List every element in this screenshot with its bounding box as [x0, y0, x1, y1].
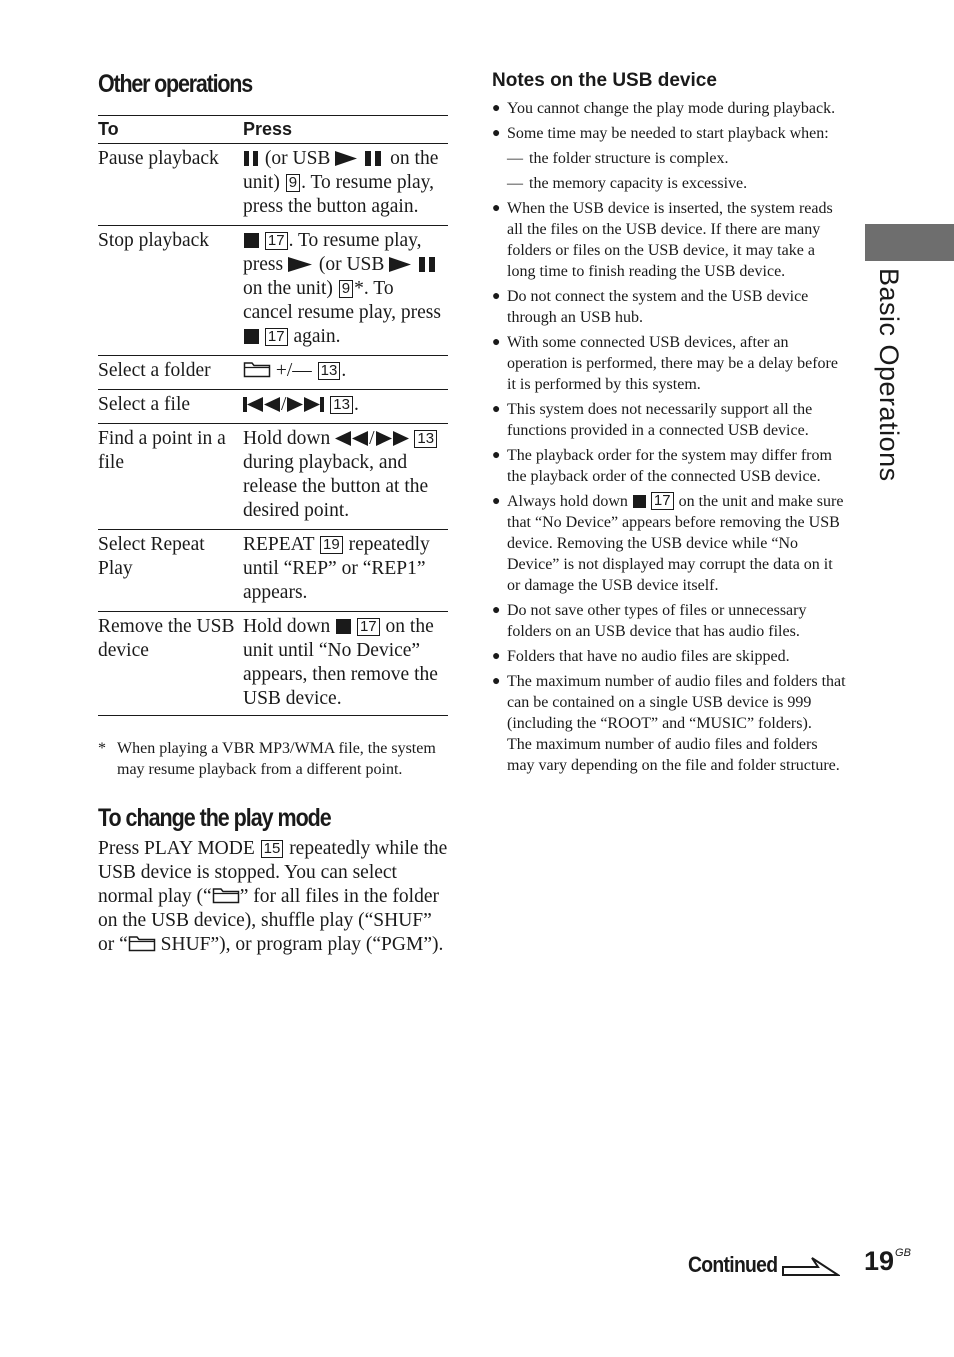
table-row — [98, 226, 448, 356]
table-row — [98, 356, 448, 390]
footnote — [98, 738, 448, 780]
row-pause-press: (or USB on the unit) 9 . To resume play, press the button again. — [243, 144, 448, 226]
sub-list-item: — the memory capacity is excessive. — [507, 175, 748, 192]
prev-track-icon — [243, 397, 281, 412]
footnote-text: When playing a VBR MP3/WMA file, the system may resume playback from a different point. — [117, 740, 436, 778]
list-item: ● Do not connect the system and the USB device through an USB hub. — [492, 288, 809, 326]
table-row — [98, 612, 448, 716]
table-row — [98, 390, 448, 424]
section-side-label-text: Basic Operations — [874, 268, 904, 482]
list-item: ● Some time may be needed to start playback when: — [492, 125, 829, 142]
button-number-label: 9 — [339, 280, 353, 298]
max-files-extra-note: The maximum number of audio files and folders may vary depending on the file and folder structure. — [507, 736, 840, 774]
folder-icon — [212, 886, 240, 904]
stop-icon — [632, 495, 646, 508]
list-item: ● This system does not necessarily support all the functions provided in a connected USB device. — [492, 401, 813, 439]
operations-table — [98, 115, 448, 716]
section-side-label — [866, 268, 906, 482]
list-item: ● You cannot change the play mode during playback. — [492, 100, 836, 117]
list-item: ● When the USB device is inserted, the system reads all the files on the USB device. If there are many folders or files on the USB device, it may take a long time to finish reading the USB device. — [492, 200, 833, 280]
button-number-label: 17 — [265, 232, 288, 250]
table-header-row — [98, 116, 448, 144]
notes-title: Notes on the USB device — [492, 70, 717, 91]
column-header-press: Press — [243, 116, 448, 144]
play-pause-icon — [335, 151, 385, 166]
button-number-label: 13 — [414, 430, 437, 448]
row-find-to: Find a point in a file — [98, 424, 243, 530]
sub-list-item: — the folder structure is complex. — [507, 150, 729, 167]
row-folder-to: Select a folder — [98, 356, 243, 390]
fast-forward-icon — [375, 431, 409, 446]
row-file-press: / 13 . — [243, 390, 448, 424]
row-find-press: Hold down / 13 during playback, and release the button at the desired point. — [243, 424, 448, 530]
table-row — [98, 144, 448, 226]
stop-icon — [243, 233, 259, 248]
button-number-label: 17 — [265, 328, 288, 346]
right-column — [492, 70, 846, 780]
pause-icon — [243, 151, 260, 166]
list-item: ● Do not save other types of files or unnecessary folders on an USB device that has audio files. — [492, 602, 807, 640]
footnote-mark: * — [98, 740, 106, 757]
button-number-label: 9 — [286, 174, 300, 192]
left-column — [98, 70, 448, 957]
rewind-icon — [335, 431, 369, 446]
table-row — [98, 424, 448, 530]
button-number-label: 17 — [651, 492, 674, 510]
next-track-icon — [286, 397, 324, 412]
list-item: ● The playback order for the system may differ from the playback order of the connected USB device. — [492, 447, 832, 485]
row-repeat-to: Select Repeat Play — [98, 530, 243, 612]
play-mode-heading: To change the play mode — [98, 804, 331, 832]
play-icon — [288, 257, 314, 272]
row-stop-press: 17 . To resume play, press (or USB on the unit) 9 *. To cancel resume play, press 17 again. — [243, 226, 448, 356]
row-pause-to: Pause playback — [98, 144, 243, 226]
list-item: ● Always hold down 17 on the unit and make sure that “No Device” appears before removing the USB device. Removing the USB device while “No Device” is not displayed may corrupt the data on it or damage the USB device itself. — [492, 492, 844, 594]
row-remove-to: Remove the USB device — [98, 612, 243, 716]
page-region-code: GB — [895, 1247, 911, 1259]
button-number-label: 19 — [320, 536, 343, 554]
row-repeat-press: REPEAT 19 repeatedly until “REP” or “REP1” appears. — [243, 530, 448, 612]
row-folder-press: +/— 13 . — [243, 356, 448, 390]
list-item: ● With some connected USB devices, after an operation is performed, there may be a delay before it is performed by this system. — [492, 334, 838, 393]
list-item: ● The maximum number of audio files and folders that can be contained on a single USB device is 999 (including the “ROOT” and “MUSIC” folders). The maximum number of audio files and folders may vary depending on the file and folder structure. — [492, 673, 846, 774]
folder-icon — [128, 934, 156, 952]
continued-arrow-icon — [782, 1256, 840, 1278]
section-tab-marker — [865, 224, 954, 261]
row-remove-press: Hold down 17 on the unit until “No Device” appears, then remove the USB device. — [243, 612, 448, 716]
stop-icon — [243, 329, 259, 344]
folder-icon — [243, 360, 271, 378]
list-item: ● Folders that have no audio files are skipped. — [492, 648, 790, 665]
continued-label: Continued — [688, 1252, 778, 1277]
column-header-to: To — [98, 116, 243, 144]
button-number-label: 13 — [330, 396, 353, 414]
stop-icon — [335, 619, 351, 634]
row-file-to: Select a file — [98, 390, 243, 424]
button-number-label: 17 — [357, 618, 380, 636]
play-pause-icon — [389, 257, 439, 272]
play-mode-paragraph: Press PLAY MODE 15 repeatedly while the USB device is stopped. You can select normal play (“ ” for all files in the folder on the USB device), shuffle play (“SHUF” or “ SHUF”), or program play (“PGM”). — [98, 838, 448, 955]
row-stop-to: Stop playback — [98, 226, 243, 356]
page-number: $19^{GB}$ — [864, 1246, 911, 1276]
other-operations-heading: Other operations — [98, 70, 252, 98]
button-number-label: 15 — [261, 840, 284, 858]
button-number-label: 13 — [318, 362, 341, 380]
table-row — [98, 530, 448, 612]
